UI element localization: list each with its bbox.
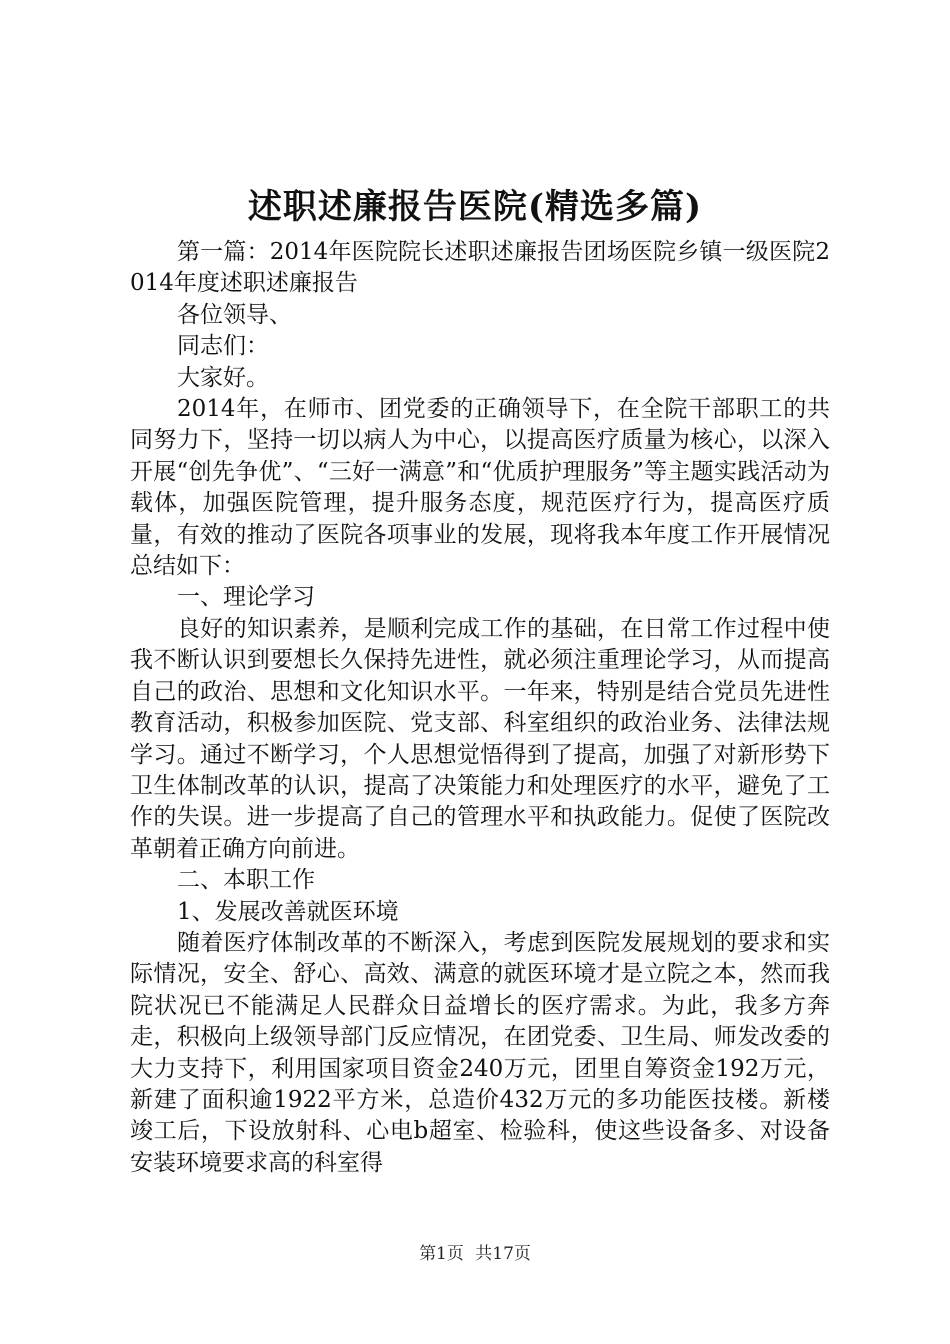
heading-main-work: 二、本职工作 xyxy=(177,867,315,894)
document-body xyxy=(130,237,830,1179)
paragraph-environment: 随着医疗体制改革的不断深入，考虑到医院发展规划的要求和实际情况，安全、舒心、高效、满意的就医环境才是立院之本，然而我院状况已不能满足人民群众日益增长的医疗需求。为此，我多方奔走，积极向上级领导部门反应情况，在团党委、卫生局、师发改委的大力支持下，利用国家项目资金240万元，团里自筹资金192万元，新建了面积逾1922平方米，总造价432万元的多功能医技楼。新楼竣工后，下设放射科、心电b超室、检验科，使这些设备多、对设备安装环境要求高的科室得 xyxy=(130,929,830,1176)
heading-theory-study: 一、理论学习 xyxy=(177,584,315,611)
page-footer xyxy=(0,1242,950,1266)
paragraph-greeting: 大家好。 xyxy=(177,364,269,391)
paragraph-salutation-comrades: 同志们： xyxy=(177,333,269,360)
document-title: 述职述廉报告医院(精选多篇) xyxy=(247,187,703,227)
paragraph-intro: 第一篇：2014年医院院长述职述廉报告团场医院乡镇一级医院2014年度述职述廉报告 xyxy=(130,239,830,297)
paragraph-salutation-leaders: 各位领导、 xyxy=(177,301,292,328)
paragraph-overview: 2014年，在师市、团党委的正确领导下，在全院干部职工的共同努力下，坚持一切以病人为中心，以提高医疗质量为核心，以深入开展“创先争优”、“三好一满意”和“优质护理服务”等主题实践活动为载体，加强医院管理，提升服务态度，规范医疗行为，提高医疗质量，有效的推动了医院各项事业的发展，现将我本年度工作开展情况总结如下： xyxy=(130,396,830,580)
paragraph-theory-study: 良好的知识素养，是顺利完成工作的基础，在日常工作过程中使我不断认识到要想长久保持先进性，就必须注重理论学习，从而提高自己的政治、思想和文化知识水平。一年来，特别是结合党员先进性教育活动，积极参加医院、党支部、科室组织的政治业务、法律法规学习。通过不断学习，个人思想觉悟得到了提高，加强了对新形势下卫生体制改革的认识，提高了决策能力和处理医疗的水平，避免了工作的失误。进一步提高了自己的管理水平和执政能力。促使了医院改革朝着正确方向前进。 xyxy=(130,615,830,862)
page-number: 第1页 xyxy=(419,1244,464,1264)
heading-environment: 1、发展改善就医环境 xyxy=(177,898,399,925)
page-total: 共17页 xyxy=(475,1244,531,1264)
